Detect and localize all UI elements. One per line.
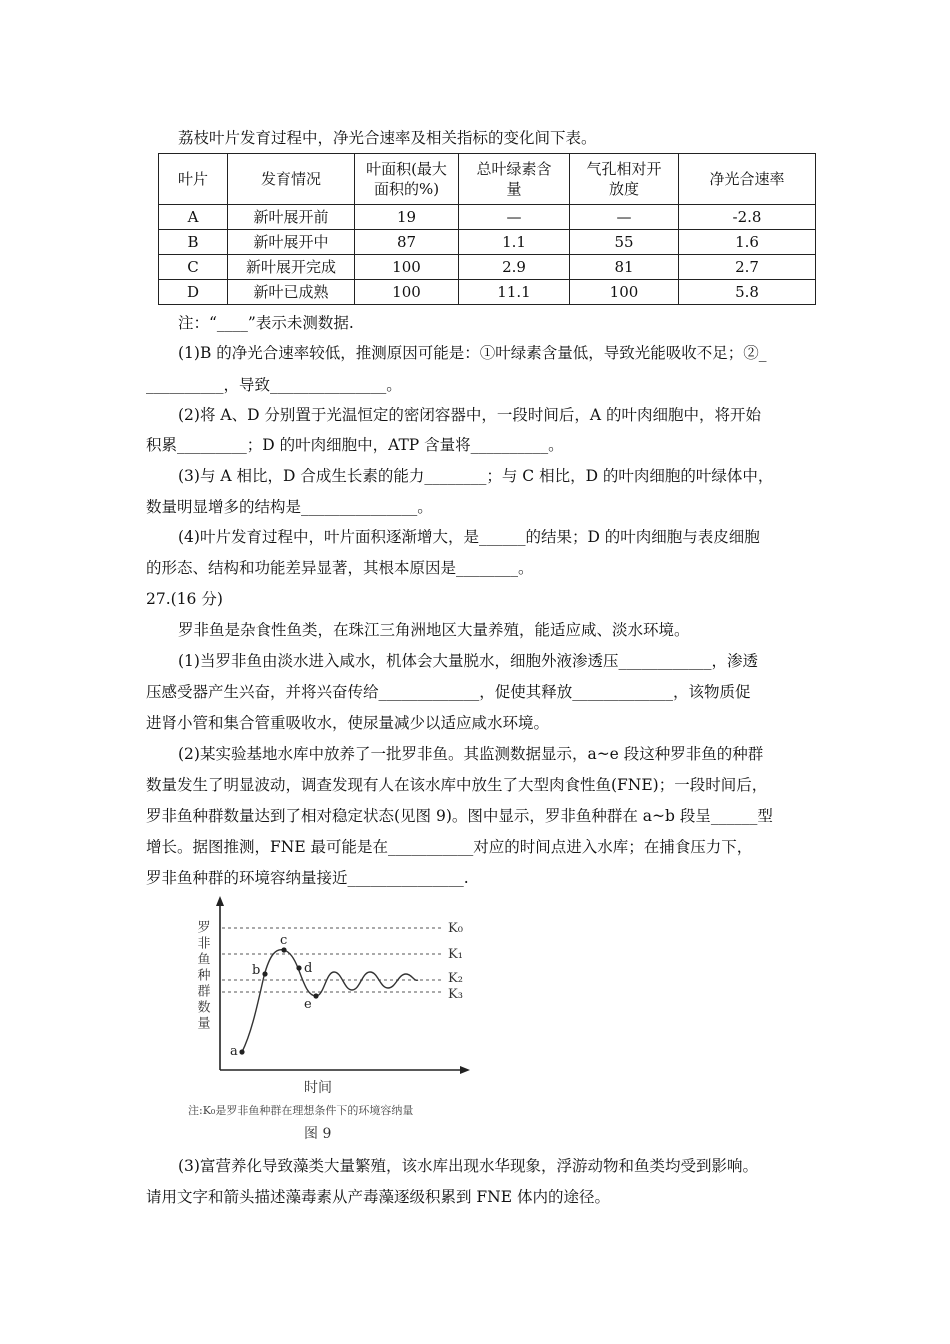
label-d: d	[304, 961, 313, 976]
table-cell: 11.1	[459, 280, 570, 305]
header-cell: 叶面积(最大 面积的%)	[355, 154, 459, 205]
header-cell: 总叶绿素含 量	[459, 154, 570, 205]
figure-caption: 图 9	[304, 1126, 332, 1142]
table-cell: D	[159, 280, 228, 305]
table-row	[159, 280, 816, 305]
table-cell: 100	[570, 280, 679, 305]
question-1-line-1: (1)B 的净光合速率较低，推测原因可能是：①叶绿素含量低，导致光能吸收不足；②_	[178, 344, 767, 362]
question-3-line-2: 数量明显增多的结构是_______________。	[146, 498, 433, 516]
table-header-row	[159, 154, 816, 205]
x-axis-arrow	[460, 1066, 470, 1074]
table-row	[159, 205, 816, 230]
table-cell: 1.6	[679, 230, 816, 255]
k3-label: K₃	[448, 987, 463, 1002]
question-4-line-2: 的形态、结构和功能差异显著，其根本原因是________。	[146, 559, 534, 577]
k2-label: K₂	[448, 971, 463, 986]
table-cell: 100	[355, 255, 459, 280]
label-c: c	[280, 933, 288, 948]
table-cell: 87	[355, 230, 459, 255]
table-cell: 19	[355, 205, 459, 230]
question-27-1-line-2: 压感受器产生兴奋，并将兴奋传给_____________，促使其释放_____________，该物质促	[146, 683, 751, 701]
question-27-1-line-3: 进肾小管和集合管重吸收水，使尿量减少以适应咸水环境。	[146, 714, 550, 732]
question-27-2-line-1: (2)某实验基地水库中放养了一批罗非鱼。其监测数据显示，a~e 段这种罗非鱼的种群	[178, 745, 764, 763]
table-cell: 2.7	[679, 255, 816, 280]
figure-note: 注:K₀是罗非鱼种群在理想条件下的环境容纳量	[188, 1104, 414, 1117]
table-cell: 1.1	[459, 230, 570, 255]
table-row	[159, 230, 816, 255]
population-curve-figure	[176, 892, 496, 1152]
table-intro: 荔枝叶片发育过程中，净光合速率及相关指标的变化间下表。	[178, 129, 597, 147]
table-row	[159, 255, 816, 280]
question-3-line-1: (3)与 A 相比，D 合成生长素的能力________；与 C 相比，D 的叶肉细胞的叶绿体中，	[178, 467, 774, 485]
question-27-2-line-4: 增长。据图推测，FNE 最可能是在___________对应的时间点进入水库；在捕食压力下，	[146, 838, 753, 856]
point-d	[296, 965, 301, 970]
header-cell: 叶片	[159, 154, 228, 205]
question-27-3-line-2: 请用文字和箭头描述藻毒素从产毒藻逐级积累到 FNE 体内的途径。	[146, 1188, 610, 1206]
k0-label: K₀	[448, 921, 463, 936]
table-cell: 新叶展开中	[228, 230, 355, 255]
question-1-line-2: __________，导致_______________。	[146, 376, 402, 394]
question-27-2-line-5: 罗非鱼种群的环境容纳量接近_______________.	[146, 869, 469, 887]
k1-label: K₁	[448, 947, 463, 962]
question-27-intro: 罗非鱼是杂食性鱼类，在珠江三角洲地区大量养殖，能适应咸、淡水环境。	[178, 621, 690, 639]
question-27-1-line-1: (1)当罗非鱼由淡水进入咸水，机体会大量脱水，细胞外液渗透压____________，渗透	[178, 652, 758, 670]
question-27-3-line-1: (3)富营养化导致藻类大量繁殖，该水库出现水华现象，浮游动物和鱼类均受到影响。	[178, 1157, 758, 1175]
leaf-data-table	[158, 153, 816, 305]
question-27-2-line-2: 数量发生了明显波动，调查发现有人在该水库中放生了大型肉食性鱼(FNE)；一段时间后，	[146, 776, 768, 794]
table-cell: 新叶展开前	[228, 205, 355, 230]
y-axis-arrow	[216, 896, 224, 906]
table-cell: 新叶展开完成	[228, 255, 355, 280]
label-a: a	[230, 1044, 238, 1059]
question-27-2-line-3: 罗非鱼种群数量达到了相对稳定状态(见图 9)。图中显示，罗非鱼种群在 a~b 段呈______型	[146, 807, 773, 825]
table-cell: 2.9	[459, 255, 570, 280]
question-2-line-1: (2)将 A、D 分别置于光温恒定的密闭容器中，一段时间后，A 的叶肉细胞中，将开始	[178, 406, 762, 424]
point-a	[239, 1049, 244, 1054]
question-4-line-1: (4)叶片发育过程中，叶片面积逐渐增大，是______的结果；D 的叶肉细胞与表皮细胞	[178, 528, 760, 546]
point-e	[313, 993, 318, 998]
table-cell: A	[159, 205, 228, 230]
table-cell: 5.8	[679, 280, 816, 305]
header-cell: 净光合速率	[679, 154, 816, 205]
label-e: e	[304, 997, 312, 1012]
table-cell: 新叶已成熟	[228, 280, 355, 305]
point-b	[262, 971, 267, 976]
figure-9	[176, 892, 496, 1152]
table-cell: 100	[355, 280, 459, 305]
table-cell: B	[159, 230, 228, 255]
y-axis-label: 罗非鱼种群数量	[194, 920, 210, 1032]
table-cell: —	[459, 205, 570, 230]
question-27-heading: 27.(16 分)	[146, 590, 223, 608]
table-cell: —	[570, 205, 679, 230]
question-2-line-2: 积累_________；D 的叶肉细胞中，ATP 含量将__________。	[146, 436, 564, 454]
label-b: b	[252, 963, 261, 978]
x-axis-label: 时间	[304, 1080, 332, 1096]
table-cell: -2.8	[679, 205, 816, 230]
table-cell: 81	[570, 255, 679, 280]
table-cell: 55	[570, 230, 679, 255]
table-cell: C	[159, 255, 228, 280]
header-cell: 发育情况	[228, 154, 355, 205]
header-cell: 气孔相对开 放度	[570, 154, 679, 205]
table-note: 注：“____”表示未测数据.	[178, 314, 354, 332]
point-c	[281, 947, 286, 952]
population-curve	[242, 950, 418, 1052]
